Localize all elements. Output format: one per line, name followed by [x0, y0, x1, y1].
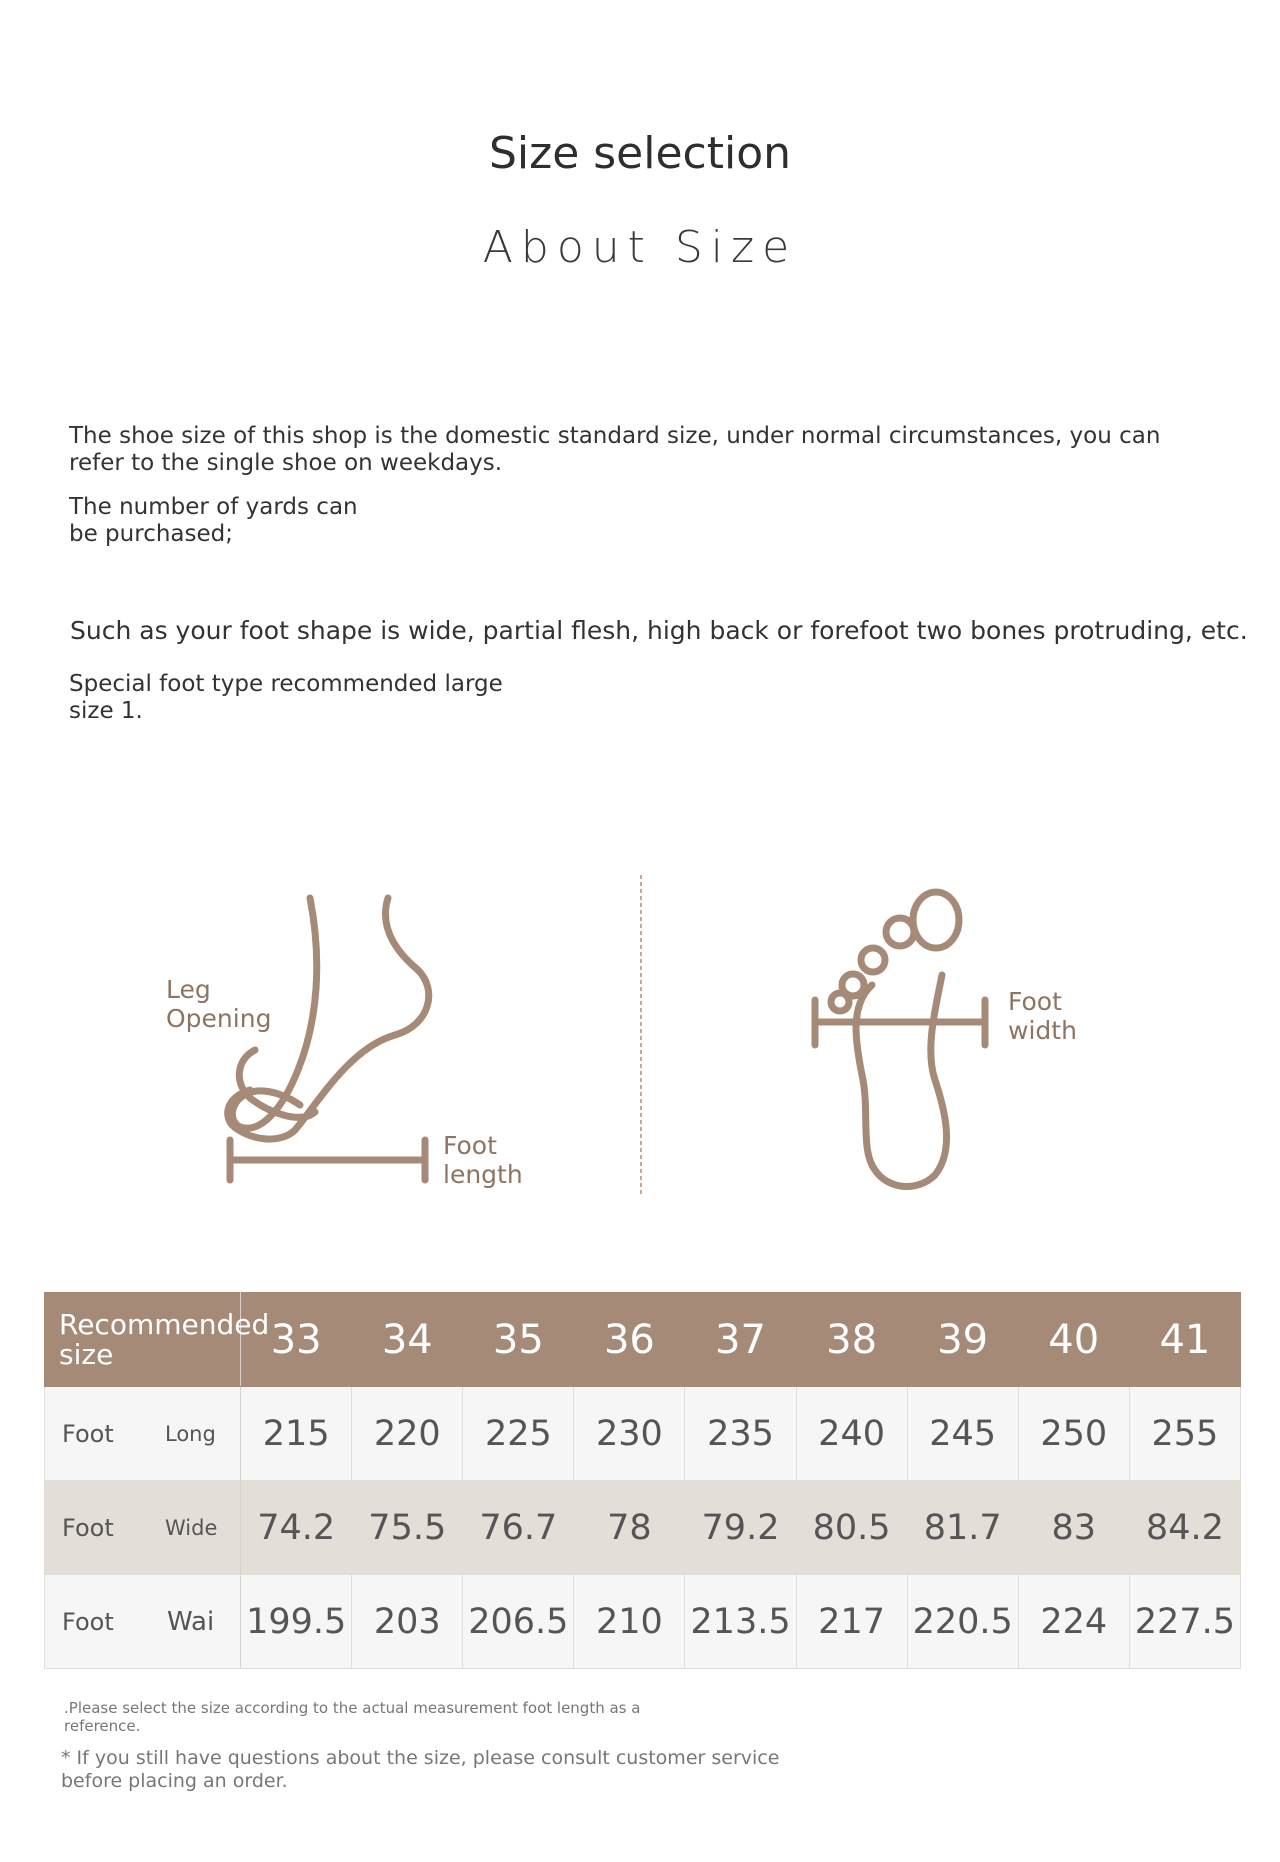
table-cell: 75.5: [352, 1481, 463, 1575]
big-toe-shape: [913, 892, 959, 948]
sole-shape: [856, 975, 947, 1186]
toe-2-shape: [886, 918, 914, 946]
size-table: [44, 1292, 1241, 1669]
size-cell: 35: [463, 1293, 574, 1387]
leg-opening-label: Leg Opening: [166, 975, 272, 1033]
size-cell: 33: [241, 1293, 352, 1387]
row-label-b: Wide: [165, 1515, 218, 1540]
table-cell: 81.7: [907, 1481, 1018, 1575]
intro-paragraph-3: Such as your foot shape is wide, partial flesh, high back or forefoot two bones protruding, etc.: [70, 616, 1248, 645]
table-cell: 235: [685, 1387, 796, 1481]
toe-3-shape: [861, 948, 885, 972]
table-cell: 220: [352, 1387, 463, 1481]
table-cell: 225: [463, 1387, 574, 1481]
table-cell: 224: [1018, 1575, 1129, 1669]
table-cell: 74.2: [241, 1481, 352, 1575]
table-cell: 227.5: [1129, 1575, 1240, 1669]
row-label-a: Foot: [62, 1607, 114, 1636]
foot-width-label: Foot width: [1008, 987, 1077, 1045]
table-cell: 78: [574, 1481, 685, 1575]
size-cell: 36: [574, 1293, 685, 1387]
toe-5-shape: [831, 993, 849, 1011]
row-label: [45, 1575, 241, 1669]
size-cell: 37: [685, 1293, 796, 1387]
size-cell: 34: [352, 1293, 463, 1387]
intro-paragraph-1: The shoe size of this shop is the domestic standard size, under normal circumstances, you can refer to the single shoe on weekdays.: [69, 423, 1161, 476]
page-title: Size selection: [488, 128, 792, 179]
row-label-b: Long: [165, 1421, 216, 1446]
intro-paragraph-2: The number of yards can be purchased;: [69, 494, 358, 547]
row-label-b: Wai: [167, 1606, 215, 1637]
table-row-foot-length: [45, 1387, 1241, 1481]
table-cell: 230: [574, 1387, 685, 1481]
table-cell: 255: [1129, 1387, 1240, 1481]
size-header-row: [45, 1293, 1241, 1387]
table-cell: 80.5: [796, 1481, 907, 1575]
size-cell: 41: [1129, 1293, 1240, 1387]
size-cell: 40: [1018, 1293, 1129, 1387]
table-row-foot-width: [45, 1481, 1241, 1575]
table-cell: 79.2: [685, 1481, 796, 1575]
table-cell: 84.2: [1129, 1481, 1240, 1575]
row-label: [45, 1481, 241, 1575]
table-cell: 213.5: [685, 1575, 796, 1669]
recommended-size-label: Recommended size: [45, 1293, 241, 1387]
table-cell: 210: [574, 1575, 685, 1669]
size-cell: 38: [796, 1293, 907, 1387]
table-cell: 203: [352, 1575, 463, 1669]
table-cell: 245: [907, 1387, 1018, 1481]
table-cell: 217: [796, 1575, 907, 1669]
table-cell: 220.5: [907, 1575, 1018, 1669]
row-label-a: Foot: [62, 1419, 114, 1448]
table-cell: 215: [241, 1387, 352, 1481]
table-cell: 206.5: [463, 1575, 574, 1669]
foot-length-label: Foot length: [443, 1131, 523, 1189]
page-subtitle: About Size: [482, 222, 798, 273]
table-cell: 83: [1018, 1481, 1129, 1575]
table-cell: 199.5: [241, 1575, 352, 1669]
table-cell: 240: [796, 1387, 907, 1481]
size-cell: 39: [907, 1293, 1018, 1387]
table-cell: 76.7: [463, 1481, 574, 1575]
customer-service-note: * If you still have questions about the size, please consult customer service before placing an order.: [61, 1747, 780, 1792]
row-label-a: Foot: [62, 1513, 114, 1542]
row-label: [45, 1387, 241, 1481]
measurement-note: .Please select the size according to the actual measurement foot length as a reference.: [64, 1699, 641, 1735]
table-cell: 250: [1018, 1387, 1129, 1481]
table-row-foot-circumference: [45, 1575, 1241, 1669]
intro-paragraph-4: Special foot type recommended large size 1.: [69, 671, 503, 724]
